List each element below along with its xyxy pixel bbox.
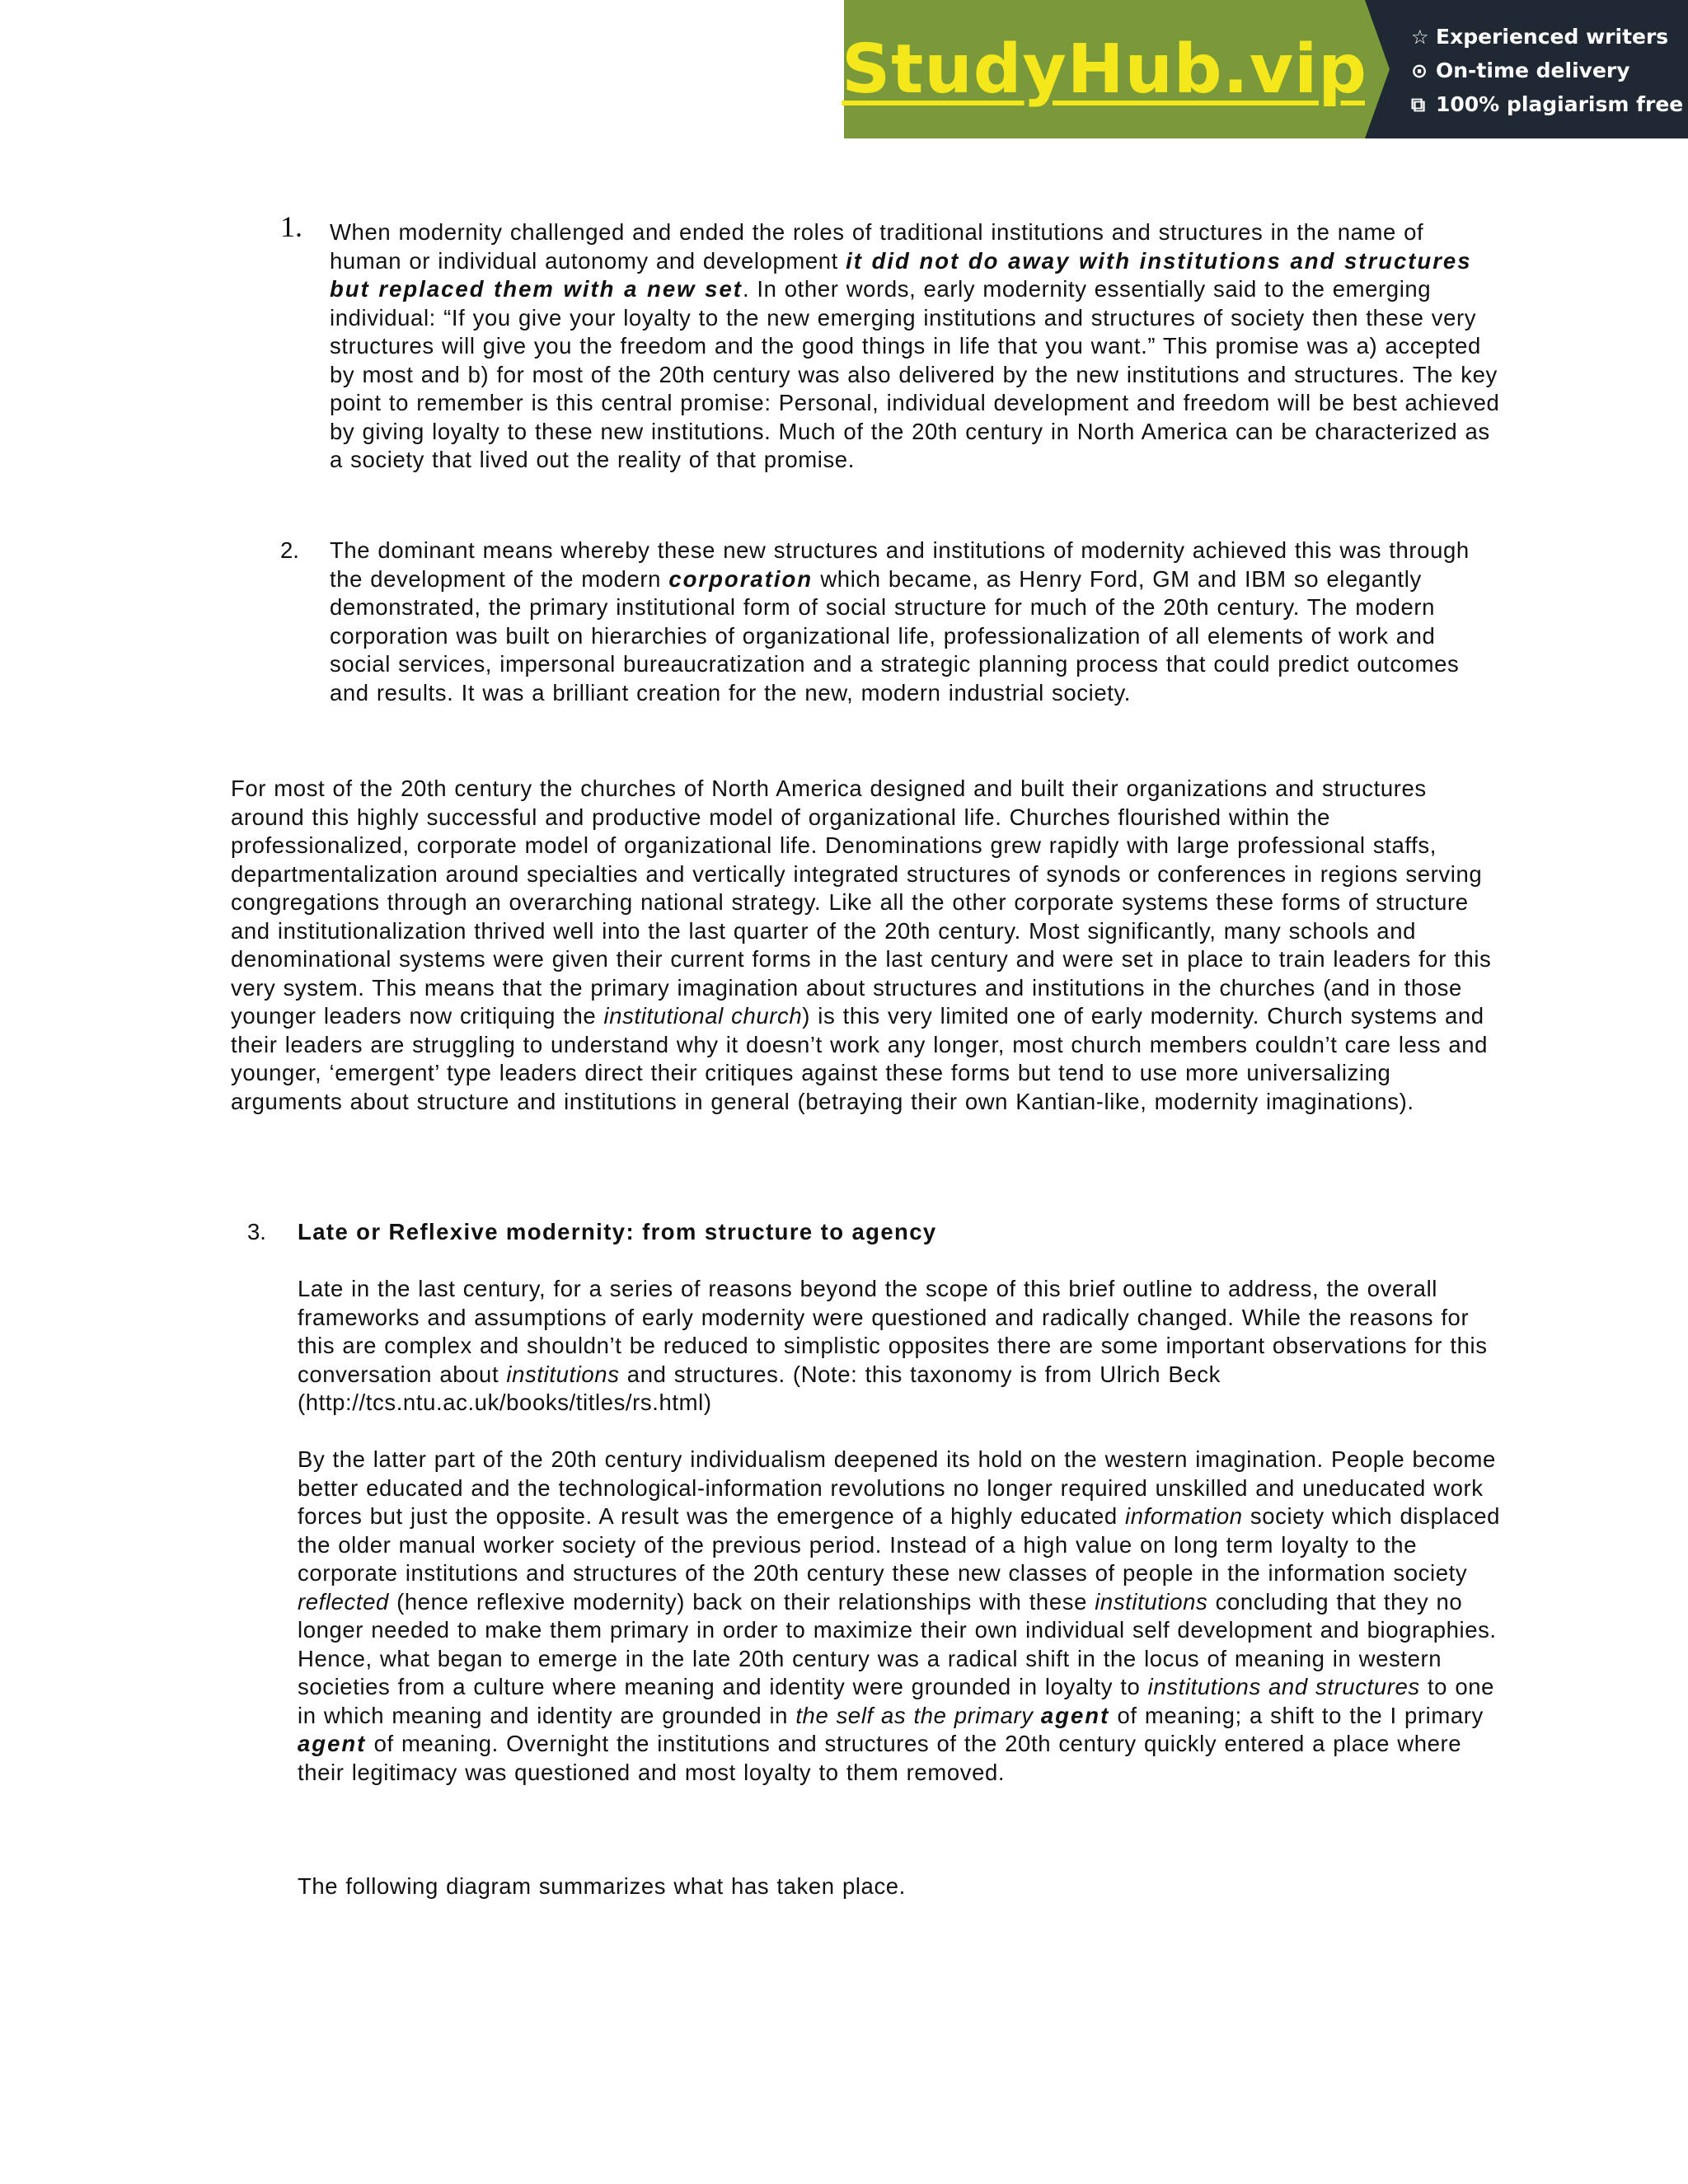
- late-modernity-paragraph: [298, 1275, 1509, 1418]
- feature-experienced-writers: [1411, 20, 1688, 54]
- text-run: The following diagram summarizes what has taken place.: [298, 1873, 906, 1899]
- text-run: society which displaced the older manual worker society of the previous period. Instead of a high value on long term loyalty to the corporate institutions and structures of the 20th century these new classes of people in the information society: [298, 1503, 1501, 1586]
- text-run: The dominant means whereby these new structures and institutions of modernity achieved this was through the development of the modern: [330, 537, 1470, 592]
- banner-logo-area[interactable]: [844, 0, 1365, 138]
- italic-text: institutions: [506, 1361, 620, 1387]
- text-run: and structures. (Note: this taxonomy is from Ulrich Beck (http://tcs.ntu.ac.uk/books/titles/rs.html): [298, 1361, 1221, 1415]
- list-number-3: 3.: [247, 1219, 266, 1244]
- section-heading: Late or Reflexive modernity: from structure to agency: [298, 1219, 937, 1244]
- banner-arrow-shape: [1365, 0, 1390, 138]
- feature-plagiarism-free: [1411, 87, 1688, 121]
- italic-text: institutional church: [603, 1003, 803, 1029]
- clock-icon: ⊙: [1411, 59, 1428, 82]
- feature-label: On-time delivery: [1436, 59, 1630, 82]
- churches-paragraph: [231, 775, 1504, 1116]
- studyhub-banner[interactable]: [844, 0, 1688, 138]
- text-run: When modernity challenged and ended the roles of traditional institutions and structures in the name of human or individual autonomy and development: [330, 219, 1424, 274]
- italic-text: institutions and structures: [1147, 1674, 1420, 1699]
- feature-label: 100% plagiarism free: [1436, 92, 1684, 116]
- emphasis-text: it did not do away with institutions and structures but replaced them with a new set: [330, 247, 1472, 302]
- text-run: For most of the 20th century the churches of North America designed and built their organizations and structures around this highly successful and productive model of organizational life. Churches flourished within the professionalized, corporate model of organizational life. Denominations grew rapidly with large professional staffs, departmentalization around specialties and vertically integrated structures of synods or conferences in regions serving congregations through an overarching national strategy. Like all the other corporate systems these forms of structure and institutionalization thrived well into the last quarter of the 20th century. Most significantly, many schools and denominational systems were given their current forms in the last century and were set in place to train leaders for this very system. This means that the primary imagination about structures and institutions in the churches (and in those younger leaders now critiquing the: [231, 776, 1492, 1029]
- feature-label: Experienced writers: [1436, 25, 1669, 49]
- individualism-paragraph: [298, 1446, 1509, 1787]
- emphasis-text: agent: [298, 1731, 367, 1756]
- text-run: of meaning; a shift to the I primary: [1109, 1702, 1484, 1728]
- list-item-1-paragraph: [330, 218, 1500, 475]
- list-number-1: 1.: [280, 210, 302, 243]
- italic-text: the self as the primary: [795, 1702, 1041, 1728]
- italic-text: information: [1125, 1503, 1243, 1529]
- emphasis-text: agent: [1040, 1702, 1110, 1728]
- banner-features: [1365, 0, 1688, 138]
- list-number-2: 2.: [280, 537, 299, 563]
- diagram-intro-paragraph: [298, 1872, 1509, 1901]
- text-run: ) is this very limited one of early modernity. Church systems and their leaders are struggling to understand why it doesn’t work any longer, most church members couldn’t care less and younger, ‘emergent’ type leaders direct their critiques against these forms but tend to use more universalizing arguments about structure and institutions in general (betraying their own Kantian-like, modernity imaginations).: [231, 1003, 1489, 1114]
- text-run: (hence reflexive modernity) back on their relationships with these: [388, 1588, 1095, 1615]
- text-run: which became, as Henry Ford, GM and IBM so elegantly demonstrated, the primary institutional form of social structure for much of the 20th century. The modern corporation was built on hierarchies of organizational life, professionalization of all elements of work and social services, impersonal bureaucratization and a strategic planning process that could predict outcomes and results. It was a brilliant creation for the new, modern industrial society.: [330, 565, 1460, 705]
- text-run: . In other words, early modernity essentially said to the emerging individual: “If you give your loyalty to the new emerging institutions and structures of society then these very structures will give you the freedom and the good things in life that you want.” This promise was a) accepted by most and b) for most of the 20th century was also delivered by the new institutions and structures. The key point to remember is this central promise: Personal, individual development and freedom will be best achieved by giving loyalty to these new institutions. Much of the 20th century in North America can be characterized as a society that lived out the reality of that promise.: [330, 276, 1500, 472]
- text-run: to one in which meaning and identity are grounded in: [298, 1674, 1495, 1728]
- text-run: concluding that they no longer needed to make them primary in order to maximize their own individual self development and biographies. Hence, what began to emerge in the late 20th century was a radical shift in the locus of meaning in western societies from a culture where meaning and identity were grounded in loyalty to: [298, 1588, 1497, 1699]
- text-run: By the latter part of the 20th century individualism deepened its hold on the western imagination. People become better educated and the technological-information revolutions no longer required unskilled and uneducated work forces but just the opposite. A result was the emergence of a highly educated: [298, 1446, 1496, 1529]
- text-run: Late in the last century, for a series of reasons beyond the scope of this brief outline to address, the overall frameworks and assumptions of early modernity were questioned and radically changed. While the reasons for this are complex and shouldn’t be reduced to simplistic opposites there are some important observations for this conversation about: [298, 1276, 1488, 1387]
- italic-text: institutions: [1095, 1588, 1208, 1615]
- studyhub-logo[interactable]: StudyHub.vip: [842, 30, 1367, 109]
- list-item-2-paragraph: [330, 537, 1500, 707]
- italic-text: reflected: [298, 1588, 389, 1615]
- feature-on-time-delivery: [1411, 54, 1688, 87]
- star-icon: ☆: [1411, 25, 1429, 49]
- emphasis-text: corporation: [668, 565, 814, 592]
- text-run: of meaning. Overnight the institutions and structures of the 20th century quickly entered a place where their legitimacy was questioned and most loyalty to them removed.: [298, 1731, 1462, 1785]
- copy-icon: ⧉: [1411, 92, 1426, 116]
